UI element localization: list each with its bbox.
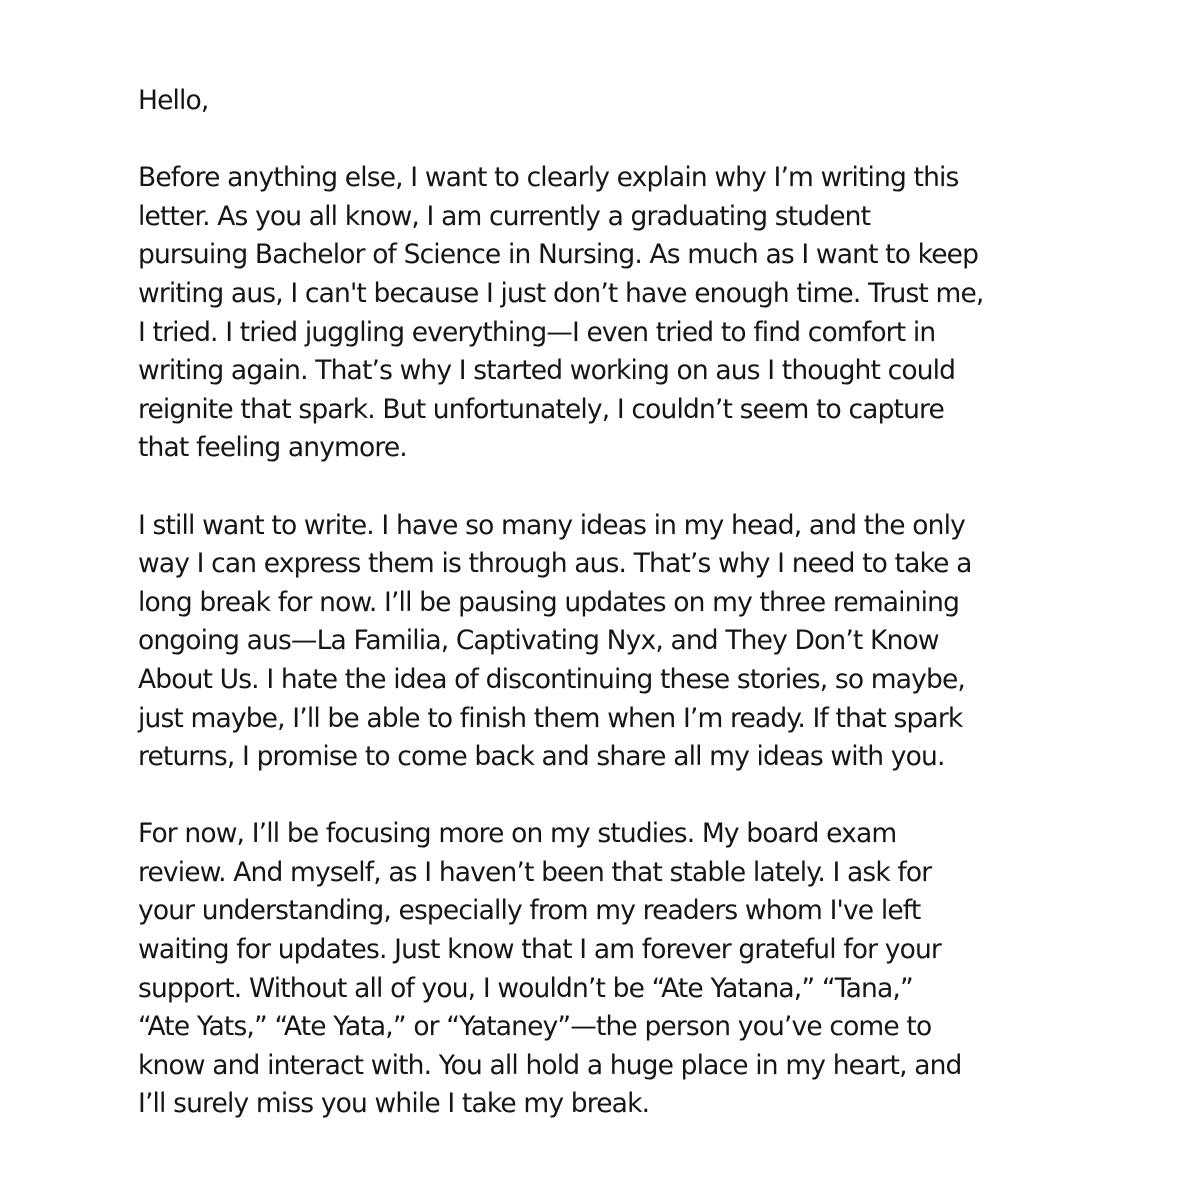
paragraph-line: About Us. I hate the idea of discontinuing these stories, so maybe, bbox=[138, 663, 965, 695]
paragraph-line: I’ll surely miss you while I take my break. bbox=[138, 1088, 650, 1120]
paragraph-2 bbox=[138, 507, 1200, 777]
paragraph-line: way I can express them is through aus. That’s why I need to take a bbox=[138, 548, 972, 580]
paragraph-line: waiting for updates. Just know that I am forever grateful for your bbox=[138, 934, 941, 966]
paragraph-line: just maybe, I’ll be able to finish them when I’m ready. If that spark bbox=[138, 702, 963, 734]
paragraph-line: writing aus, I can't because I just don’t have enough time. Trust me, bbox=[138, 277, 984, 309]
paragraph-line: Before anything else, I want to clearly explain why I’m writing this bbox=[138, 162, 959, 194]
paragraph-line: “Ate Yats,” “Ate Yata,” or “Yataney”—the person you’ve come to bbox=[138, 1011, 932, 1043]
paragraph-gap bbox=[138, 777, 1200, 816]
paragraph-line: I tried. I tried juggling everything—I even tried to find comfort in bbox=[138, 316, 936, 348]
paragraph-line: writing again. That’s why I started working on aus I thought could bbox=[138, 355, 956, 387]
paragraph-line: returns, I promise to come back and share all my ideas with you. bbox=[138, 741, 945, 773]
paragraph-line: review. And myself, as I haven’t been that stable lately. I ask for bbox=[138, 856, 932, 888]
paragraph-line: ongoing aus—La Familia, Captivating Nyx, and They Don’t Know bbox=[138, 625, 939, 657]
paragraph-line: that feeling anymore. bbox=[138, 432, 407, 464]
paragraph-line: letter. As you all know, I am currently a graduating student bbox=[138, 200, 871, 232]
paragraph-line: For now, I’ll be focusing more on my studies. My board exam bbox=[138, 818, 897, 850]
greeting bbox=[138, 82, 1200, 121]
paragraph-gap bbox=[138, 121, 1200, 160]
paragraph-line: know and interact with. You all hold a huge place in my heart, and bbox=[138, 1049, 962, 1081]
paragraph-1 bbox=[138, 159, 1200, 468]
paragraph-3 bbox=[138, 815, 1200, 1124]
paragraph-gap bbox=[138, 468, 1200, 507]
paragraph-line: your understanding, especially from my readers whom I've left bbox=[138, 895, 921, 927]
greeting-line: Hello, bbox=[138, 85, 209, 116]
paragraph-line: support. Without all of you, I wouldn’t be “Ate Yatana,” “Tana,” bbox=[138, 972, 913, 1004]
paragraph-line: long break for now. I’ll be pausing updates on my three remaining bbox=[138, 586, 960, 618]
paragraph-line: I still want to write. I have so many ideas in my head, and the only bbox=[138, 509, 965, 541]
paragraph-line: pursuing Bachelor of Science in Nursing. As much as I want to keep bbox=[138, 239, 979, 271]
paragraph-line: reignite that spark. But unfortunately, I couldn’t seem to capture bbox=[138, 393, 944, 425]
